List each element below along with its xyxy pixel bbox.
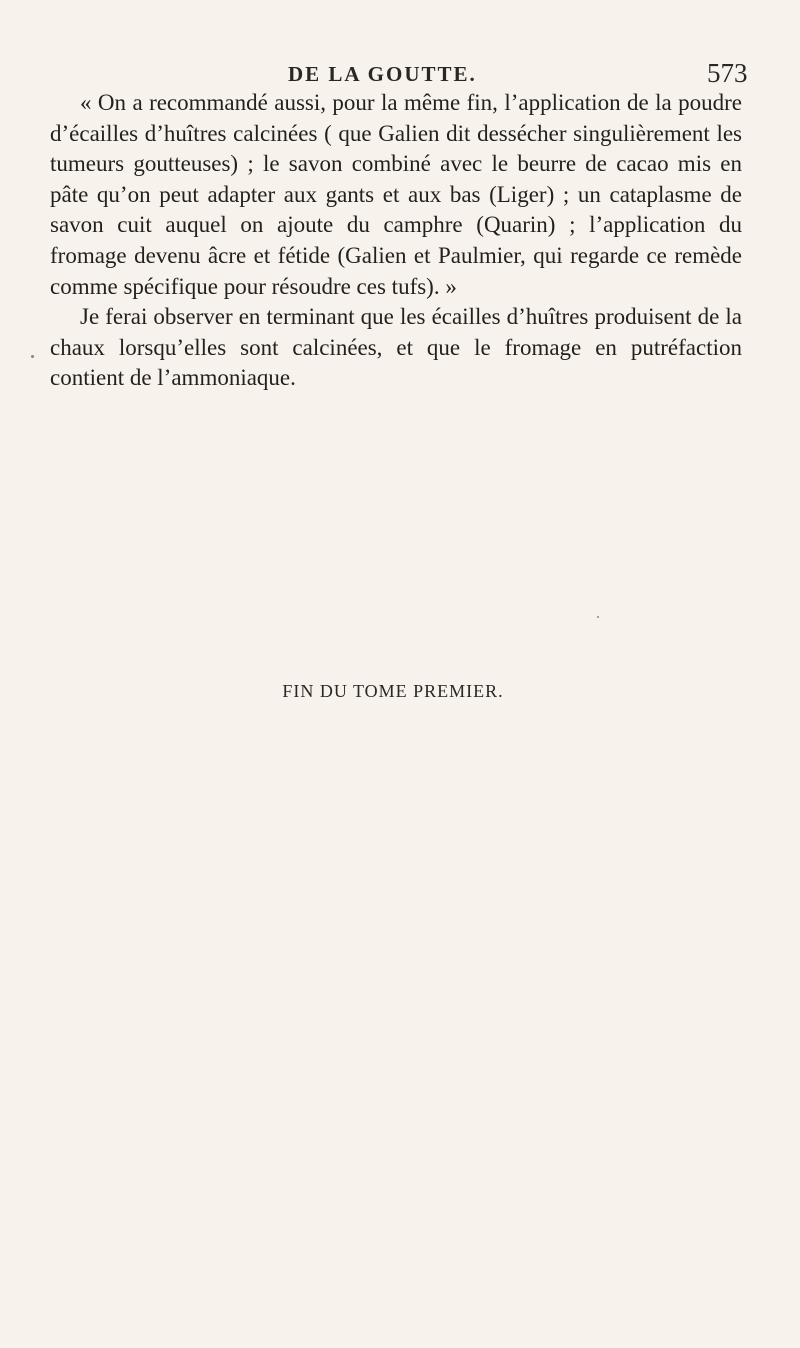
paragraph-quotation: « On a recommandé aussi, pour la même fin, l’application de la poudre d’écailles d’huîtres calcinées ( que Galien dit dessécher singulièrement les tumeurs goutteuses) ; le savon combiné avec le beurre de cacao mis en pâte qu’on peut adapter aux gants et aux bas (Liger) ; un cataplasme de savon cuit auquel on ajoute du camphre (Quarin) ; l’application du fromage devenu âcre et fétide (Galien et Paulmier, qui regarde ce remède comme spécifique pour résoudre ces tufs). » bbox=[50, 90, 742, 299]
page-number: 573 bbox=[707, 58, 748, 88]
colophon-text: FIN DU TOME PREMIER. bbox=[282, 681, 504, 701]
running-title: DE LA GOUTTE. bbox=[288, 62, 477, 86]
paper-speck bbox=[597, 616, 599, 618]
running-head bbox=[0, 58, 800, 90]
body-text bbox=[50, 88, 742, 394]
paragraph-conclusion: Je ferai observer en terminant que les écailles d’huîtres produisent de la chaux lorsqu’elles sont calcinées, et que le fromage en putréfaction contient de l’ammoniaque. bbox=[50, 304, 742, 391]
colophon bbox=[0, 681, 800, 702]
paper-speck bbox=[31, 355, 34, 358]
